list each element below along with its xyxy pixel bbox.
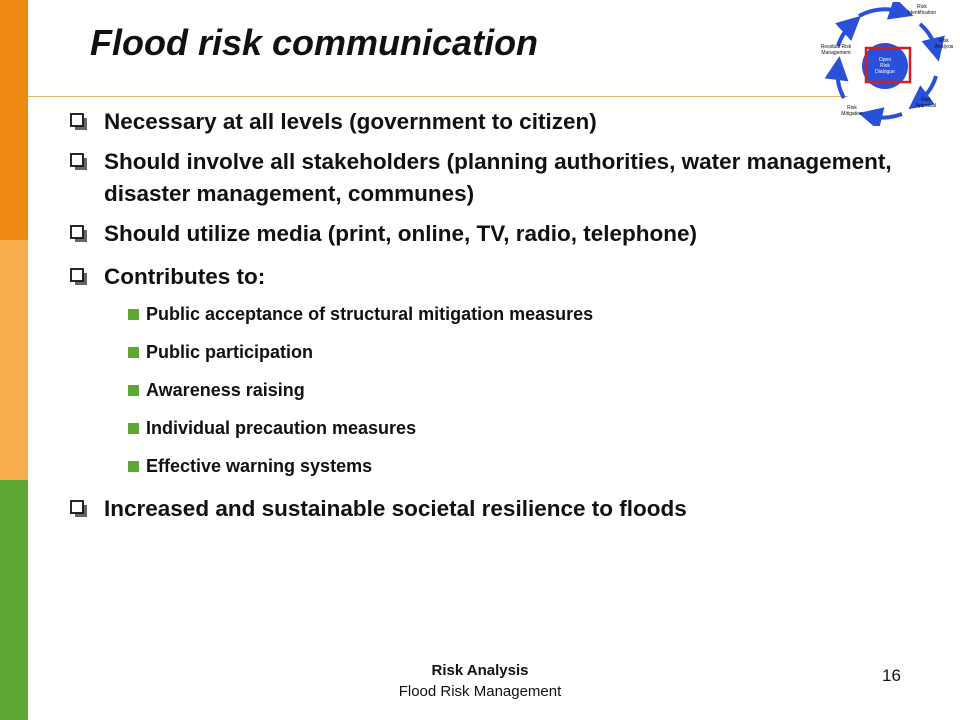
bullet-item [68,146,908,210]
bullet-text: Increased and sustainable societal resilience to floods [104,496,687,521]
sub-bullet-text: Effective warning systems [146,456,373,476]
sub-bullet-text: Awareness raising [146,380,305,400]
sidebar-color-strip [0,0,28,720]
center-label-line-3: Dialogue [875,69,895,75]
slide-title: Flood risk communication [90,22,539,63]
page-number: 16 [882,666,901,685]
center-label-line-1: Open [878,57,892,63]
checkbox-bullet-icon [70,113,88,131]
footer-subtitle: Flood Risk Management [398,683,562,700]
sub-bullet-text: Individual precaution measures [146,418,417,438]
bullet-item [68,106,908,138]
square-bullet-icon [128,385,139,396]
checkbox-bullet-icon [70,225,88,243]
cycle-arrow-1 [859,9,902,16]
sub-bullet-item [68,415,908,441]
node-residual-line-1: Residual Risk [820,44,852,50]
node-residual-line-2: Management [821,50,851,56]
center-label-line-2: Risk [880,63,890,69]
slide-content [68,106,908,525]
sub-bullet-item [68,377,908,403]
bullet-text: Should involve all stakeholders (planning authorities, water management, disaster management, communes) [104,149,892,206]
footer-title: Risk Analysis [431,662,529,679]
checkbox-bullet-icon [70,153,88,171]
bullet-item [68,261,908,293]
cycle-arrow-2 [920,24,936,50]
square-bullet-icon [128,423,139,434]
square-bullet-icon [128,347,139,358]
checkbox-bullet-icon [70,500,88,518]
checkbox-bullet-icon [70,268,88,286]
title-underline [28,96,848,97]
sub-bullet-text: Public participation [146,342,314,362]
node-analysis-line-1: Risk [939,38,949,44]
node-mitigation-line-2: Mitigation [841,111,863,117]
node-identification-line-2: Identification [907,10,937,16]
node-mitigation-line-1: Risk [847,105,857,111]
node-identification-line-1: Risk [917,4,927,10]
bullet-text: Should utilize media (print, online, TV, radio, telephone) [104,221,697,246]
sidebar-segment-orange [0,0,28,240]
sidebar-segment-light-orange [0,240,28,480]
sub-bullet-text: Public acceptance of structural mitigation measures [146,304,594,324]
cycle-arrow-6 [838,24,852,46]
square-bullet-icon [128,309,139,320]
square-bullet-icon [128,461,139,472]
bullet-item [68,493,908,525]
node-appraisal-line-1: Risk [921,97,931,103]
bullet-item [68,218,908,250]
sub-bullet-item [68,301,908,327]
node-appraisal-line-2: Appraisal [915,103,937,109]
bullet-text: Contributes to: [104,264,266,289]
sub-bullet-item [68,339,908,365]
node-analysis-line-2: Analysis [934,44,954,50]
sub-bullet-item [68,453,908,479]
cycle-arrow-5 [838,68,844,98]
bullet-text: Necessary at all levels (government to citizen) [104,109,597,134]
